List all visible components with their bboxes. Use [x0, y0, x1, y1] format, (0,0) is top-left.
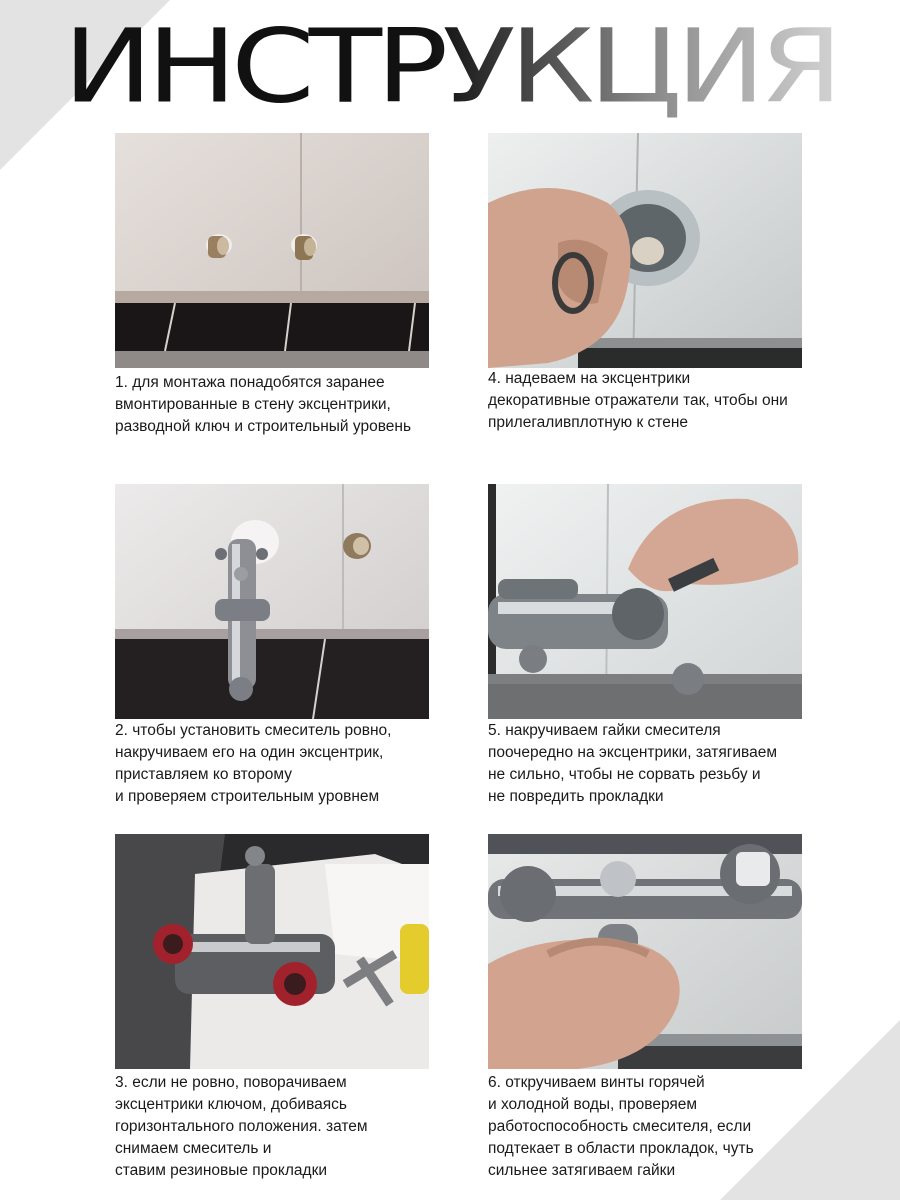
caption-step-4: 4. надеваем на эксцентрики декоративные отражатели так, чтобы они прилегаливплотную к стене: [488, 370, 788, 431]
photo-step-3-rubber-gaskets: [115, 834, 429, 1069]
page-title: ИНСТРУКЦИЯ: [0, 8, 900, 127]
photo-step-4-decorative-reflectors: [488, 133, 802, 368]
photo-step-1-wall-eccentrics: [115, 133, 429, 368]
photo-step-6-testing-mixer: [488, 834, 802, 1069]
caption-step-5: 5. накручиваем гайки смесителя поочередно на эксцентрики, затягиваем не сильно, чтобы не сорвать резьбу и не повредить прокладки: [488, 722, 777, 805]
photo-step-2-mixer-on-eccentric: [115, 484, 429, 719]
caption-step-3: 3. если не ровно, поворачиваем эксцентрики ключом, добиваясь горизонтального положения. затем снимаем смеситель и ставим резиновые прокладки: [115, 1074, 368, 1179]
caption-step-1: 1. для монтажа понадобятся заранее вмонтированные в стену эксцентрики, разводной ключ и строительный уровень: [115, 374, 412, 435]
caption-step-2: 2. чтобы установить смеситель ровно, накручиваем его на один эксцентрик, приставляем ко второму и проверяем строительным уровнем: [115, 722, 392, 805]
photo-step-5-tightening-nuts: [488, 484, 802, 719]
caption-step-6: 6. откручиваем винты горячей и холодной воды, проверяем работоспособность смесителя, если подтекает в области прокладок, чуть сильнее затягиваем гайки: [488, 1074, 754, 1179]
